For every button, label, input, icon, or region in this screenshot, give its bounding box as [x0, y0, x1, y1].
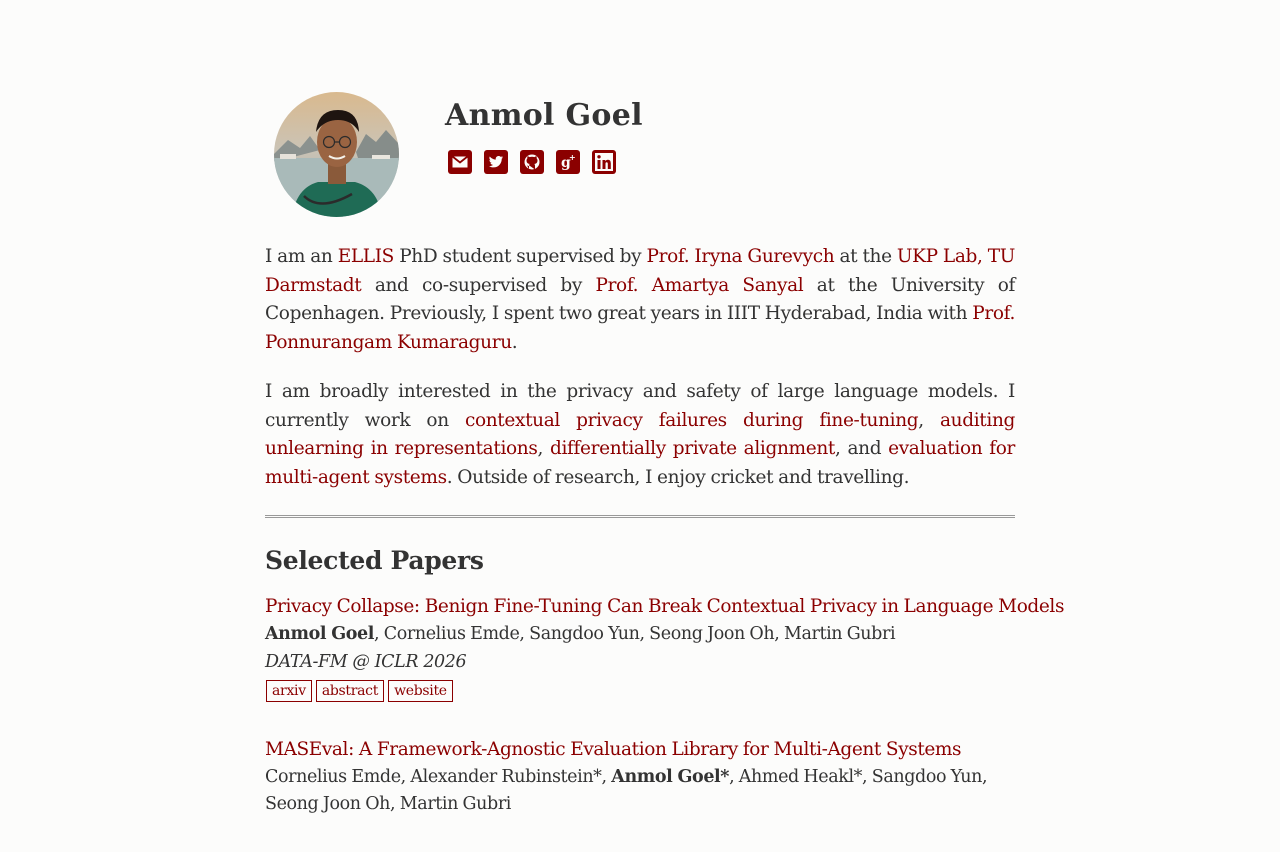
research-link-unlearning[interactable]: auditing unlearning in representations [265, 409, 1015, 460]
bio-text: and co-supervised by [361, 274, 596, 296]
paper-authors [265, 621, 1015, 648]
twitter-link[interactable] [484, 150, 508, 174]
page-container [265, 0, 1065, 852]
arxiv-button[interactable]: arxiv [266, 680, 312, 702]
avatar [274, 92, 399, 217]
email-link[interactable] [448, 150, 472, 174]
bio-text: , [537, 438, 550, 460]
github-link[interactable] [520, 150, 544, 174]
page-title: Anmol Goel [445, 98, 643, 133]
svg-text:+: + [569, 153, 576, 162]
bio-text: I am broadly interested in the privacy and safety of large language models. I currently work on [265, 380, 1015, 431]
co-advisor-link[interactable]: Prof. Amartya Sanyal [595, 274, 804, 296]
section-divider [265, 515, 1015, 518]
paper-entry [265, 736, 1015, 818]
paper-title-link[interactable]: MASEval: A Framework-Agnostic Evaluation Library for Multi-Agent Systems [265, 738, 962, 760]
ellis-link[interactable]: ELLIS [337, 246, 394, 267]
svg-text:g: g [561, 155, 571, 171]
author-list: , Ahmed Heakl*, Sangdoo Yun, Seong Joon Oh, Martin Gubri [265, 766, 988, 814]
bio-text: at the [834, 246, 897, 267]
bio-text: at the University of Copenhagen. Previously, I spent two great years in IIIT Hyderabad, India with [265, 274, 1015, 325]
envelope-icon [448, 150, 472, 174]
bio-paragraph-1 [265, 243, 1015, 358]
bio-text: I am an [265, 246, 338, 267]
bio-text: . [511, 332, 518, 354]
author-list: Cornelius Emde, Alexander Rubinstein*, [265, 766, 612, 787]
research-link-multi-agent[interactable]: evaluation for multi-agent systems [265, 438, 1015, 488]
profile-photo [274, 92, 399, 217]
linkedin-link[interactable] [592, 150, 616, 174]
previous-advisor-link[interactable]: Prof. Ponnurangam Kumaraguru [265, 303, 1015, 354]
paper-entry [265, 593, 1065, 702]
github-icon [520, 150, 544, 174]
research-link-dp-alignment[interactable]: differentially private alignment [549, 438, 835, 460]
paper-tags [266, 680, 1015, 702]
lab-link[interactable]: UKP Lab, TU Darmstadt [265, 246, 1016, 296]
profile-header [265, 0, 1015, 230]
bio-text: PhD student supervised by [394, 246, 647, 267]
paper-title-link[interactable]: Privacy Collapse: Benign Fine-Tuning Can Break Contextual Privacy in Language Models [265, 595, 1065, 617]
website-button[interactable]: website [388, 680, 453, 702]
twitter-icon [484, 150, 508, 174]
author-list: , Cornelius Emde, Sangdoo Yun, Seong Joon Oh, Martin Gubri [374, 623, 896, 644]
section-title-papers: Selected Papers [265, 545, 484, 575]
google-scholar-icon [556, 150, 580, 174]
author-self: Anmol Goel* [611, 766, 730, 787]
advisor-link[interactable]: Prof. Iryna Gurevych [646, 246, 835, 267]
research-link-privacy[interactable]: contextual privacy failures during fine-tuning [464, 409, 919, 431]
bio-text: . Outside of research, I enjoy cricket and travelling. [446, 466, 910, 488]
paper-venue: DATA-FM @ ICLR 2026 [265, 651, 467, 672]
bio-text: , and [835, 438, 889, 460]
author-self: Anmol Goel [265, 623, 375, 644]
social-links [448, 150, 616, 174]
abstract-button[interactable]: abstract [316, 680, 384, 702]
bio-text: , [918, 409, 940, 431]
linkedin-icon [592, 150, 616, 174]
bio-paragraph-2 [265, 378, 1015, 493]
paper-authors [265, 764, 1015, 818]
google-scholar-link[interactable] [556, 150, 580, 174]
